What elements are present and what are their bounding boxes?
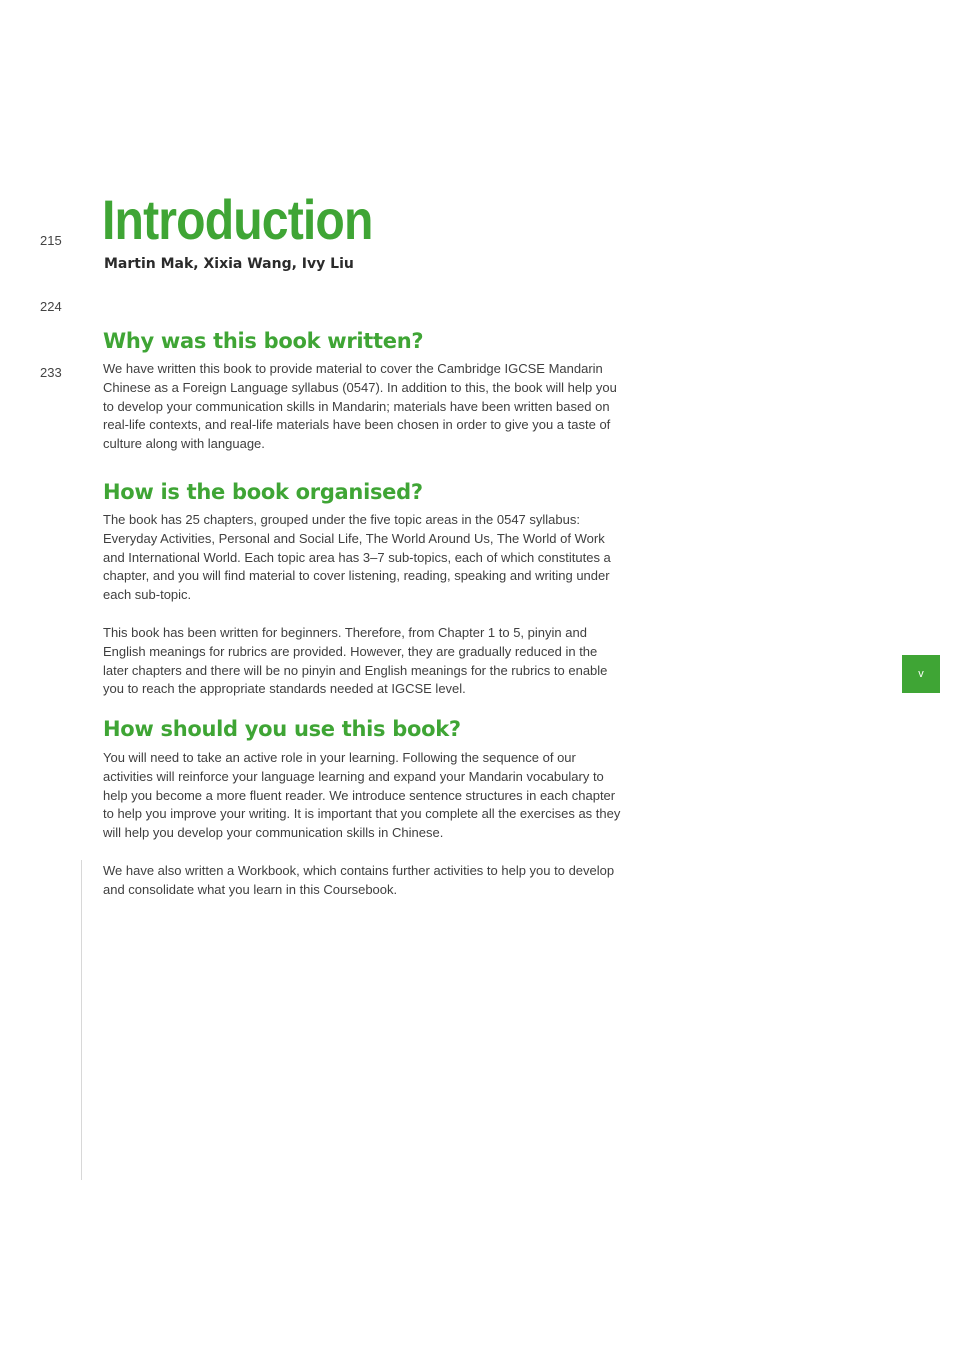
margin-rule (81, 860, 82, 1180)
line-number: 215 (40, 233, 62, 248)
section-heading-why: Why was this book written? (103, 329, 424, 353)
page-title: Introduction (102, 188, 373, 251)
section-paragraph: We have written this book to provide material to cover the Cambridge IGCSE Mandarin Chinese as a Foreign Language syllabus (0547). In addition to this, the book will help you to develop your communication skills in Mandarin; materials have been written based on real-life contexts, and real-life materials have been chosen in order to give you a taste of culture along with language. (103, 361, 617, 452)
page-number: v (918, 668, 924, 680)
line-number: 224 (40, 299, 62, 314)
section-paragraph: The book has 25 chapters, grouped under the five topic areas in the 0547 syllabus: Everyday Activities, Personal and Social Life, The World Around Us, The World of Work and International World. Each topic area has 3–7 sub-topics, each of which constitutes a chapter, and you will find material to cover listening, reading, speaking and writing under each sub-topic. (103, 512, 611, 603)
authors: Martin Mak, Xixia Wang, Ivy Liu (104, 256, 354, 272)
line-number: 233 (40, 365, 62, 380)
section-paragraph: You will need to take an active role in your learning. Following the sequence of our activities will reinforce your language learning and expand your Mandarin vocabulary to help you become a more fluent reader. We introduce sentence structures in each chapter to help you improve your writing. It is important that you complete all the exercises as they will help you develop your communication skills in Chinese. (103, 750, 621, 841)
section-paragraph: We have also written a Workbook, which contains further activities to help you to develop and consolidate what you learn in this Coursebook. (103, 863, 615, 897)
page-number-tab (902, 655, 940, 693)
section-heading-how-organised: How is the book organised? (103, 480, 423, 504)
section-heading-how-use: How should you use this book? (103, 717, 461, 741)
section-paragraph: This book has been written for beginners. Therefore, from Chapter 1 to 5, pinyin and English meanings for rubrics are provided. However, they are gradually reduced in the later chapters and there will be no pinyin and English meanings for the rubrics to enable you to reach the appropriate standards needed at IGCSE level. (103, 625, 608, 697)
